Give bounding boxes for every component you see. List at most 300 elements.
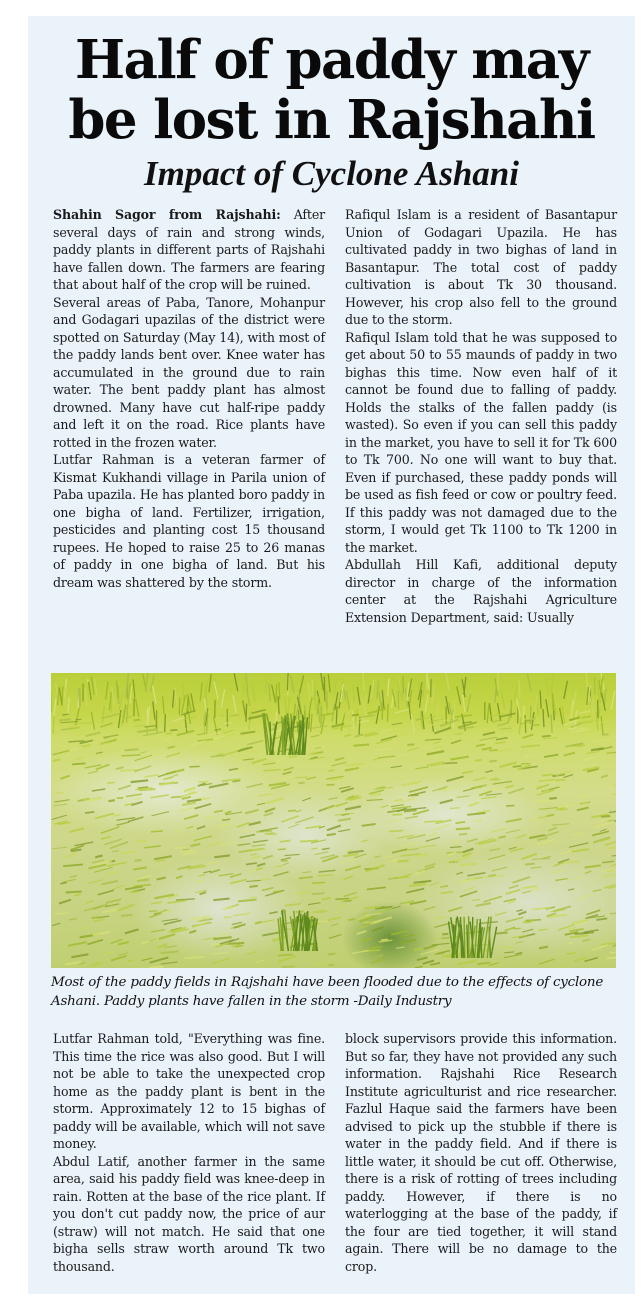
grass-blade	[408, 748, 419, 751]
grass-blade	[461, 864, 478, 865]
grass-blade	[593, 699, 594, 717]
grass-blade	[76, 758, 84, 759]
grass-blade	[546, 699, 549, 717]
grass-blade	[214, 855, 230, 857]
grass-blade	[339, 786, 350, 788]
grass-blade	[424, 907, 436, 910]
grass-blade	[285, 696, 287, 714]
grass-blade	[607, 751, 616, 753]
grass-blade	[53, 751, 69, 755]
grass-blade	[368, 784, 382, 787]
grass-blade	[134, 766, 151, 772]
grass-blade	[143, 732, 163, 736]
grass-blade	[523, 886, 538, 888]
grass-blade	[300, 675, 304, 693]
grass-blade	[531, 725, 539, 726]
grass-blade	[161, 951, 179, 953]
grass-blade	[62, 714, 69, 715]
grass-blade	[196, 880, 204, 883]
grass-blade	[282, 966, 295, 967]
grass-blade	[95, 855, 102, 857]
grass-blade	[221, 689, 224, 707]
grass-blade	[601, 716, 603, 734]
grass-blade	[94, 678, 97, 696]
grass-blade	[168, 746, 175, 748]
grass-blade	[542, 736, 551, 737]
grass-blade	[391, 805, 404, 807]
grass-blade	[502, 946, 514, 948]
grass-blade	[392, 849, 407, 853]
grass-blade	[322, 848, 330, 849]
grass-blade	[375, 955, 383, 958]
grass-blade	[405, 816, 418, 818]
grass-blade	[357, 687, 360, 705]
grass-blade	[558, 805, 574, 808]
grass-blade	[116, 822, 129, 825]
grass-blade	[278, 696, 279, 714]
grass-blade	[128, 960, 134, 961]
grass-blade	[360, 720, 370, 723]
grass-blade	[353, 766, 367, 768]
grass-blade	[612, 791, 616, 795]
grass-blade	[92, 917, 100, 918]
grass-blade	[279, 682, 280, 700]
grass-blade	[242, 724, 250, 725]
grass-blade	[606, 957, 616, 958]
grass-blade	[332, 762, 346, 766]
grass-blade	[371, 680, 374, 698]
paddy-field-photo	[51, 673, 616, 968]
grass-blade	[243, 830, 253, 832]
grass-blade	[243, 700, 246, 718]
grass-blade	[516, 942, 524, 944]
grass-blade	[433, 825, 450, 831]
grass-blade	[66, 891, 82, 892]
grass-blade	[279, 776, 293, 779]
grass-blade	[265, 922, 273, 924]
grass-blade	[80, 935, 93, 937]
grass-blade	[457, 686, 461, 704]
grass-blade	[456, 828, 470, 829]
grass-blade	[179, 697, 180, 715]
grass-blade	[219, 715, 227, 716]
grass-blade	[483, 732, 495, 735]
grass-blade	[118, 953, 128, 956]
grass-blade	[278, 954, 293, 955]
grass-blade	[264, 813, 273, 816]
grass-blade	[477, 963, 490, 965]
grass-blade	[222, 781, 228, 782]
grass-blade	[182, 852, 197, 855]
grass-blade	[137, 729, 156, 732]
grass-blade	[338, 829, 350, 831]
grass-blade	[112, 851, 119, 852]
grass-blade	[593, 890, 602, 892]
grass-blade	[111, 956, 127, 961]
grass-blade	[144, 846, 161, 848]
grass-blade	[194, 836, 212, 840]
grass-blade	[570, 935, 589, 937]
grass-blade	[163, 912, 172, 913]
grass-blade	[61, 776, 70, 779]
grass-blade	[315, 852, 329, 855]
grass-blade	[199, 781, 209, 782]
grass-blade	[495, 685, 496, 703]
grass-blade	[508, 730, 514, 731]
grass-blade	[591, 748, 604, 750]
grass-blade	[597, 918, 608, 920]
grass-blade	[579, 711, 590, 714]
grass-blade	[395, 709, 409, 713]
grass-blade	[331, 924, 338, 926]
grass-blade	[258, 794, 273, 796]
grass-blade	[328, 798, 337, 800]
grass-blade	[352, 710, 354, 728]
grass-blade	[385, 856, 393, 858]
grass-blade	[302, 798, 311, 801]
grass-blade	[246, 784, 263, 788]
grass-blade	[430, 963, 440, 965]
grass-blade	[335, 898, 349, 899]
grass-blade	[486, 794, 502, 796]
grass-blade	[135, 798, 141, 800]
grass-blade	[102, 713, 121, 718]
grass-blade	[321, 709, 322, 727]
grass-blade	[96, 752, 103, 753]
grass-blade	[241, 732, 256, 734]
grass-blade	[476, 744, 485, 746]
grass-blade	[345, 806, 361, 809]
grass-blade	[376, 706, 379, 724]
grass-blade	[234, 673, 238, 691]
grass-blade	[145, 673, 148, 690]
grass-blade	[448, 907, 462, 911]
grass-blade	[225, 811, 231, 813]
grass-blade	[295, 810, 301, 812]
grass-blade	[345, 768, 359, 771]
grass-blade	[447, 777, 464, 782]
grass-blade	[537, 816, 549, 818]
grass-blade	[161, 962, 178, 964]
grass-blade	[345, 866, 361, 870]
grass-blade	[336, 706, 337, 724]
grass-blade	[67, 728, 78, 729]
grass-blade	[118, 905, 135, 911]
grass-blade	[327, 825, 341, 830]
grass-blade	[422, 716, 437, 719]
grass-blade	[522, 929, 533, 932]
grass-blade	[63, 879, 76, 882]
grass-blade	[233, 695, 236, 713]
grass-blade	[495, 912, 506, 916]
grass-blade	[611, 691, 615, 709]
paragraph: Lutfar Rahman told, "Everything was fine. This time the rice was also good. But I will not be able to take the unexpected crop home as the paddy plant is bent in the storm. Approximately 12 to 15 bighas of paddy will be available, which will not save money.	[53, 1031, 325, 1151]
grass-blade	[253, 840, 268, 842]
grass-blade	[514, 928, 521, 929]
grass-blade	[487, 705, 489, 723]
grass-blade	[107, 862, 126, 866]
grass-blade	[517, 699, 521, 717]
grass-blade	[170, 730, 177, 731]
grass-blade	[379, 940, 393, 942]
grass-blade	[224, 722, 232, 723]
grass-blade	[612, 855, 616, 856]
grass-blade	[506, 890, 521, 894]
grass-blade	[154, 856, 172, 859]
grass-blade	[191, 917, 210, 920]
grass-blade	[388, 678, 389, 696]
grass-blade	[558, 925, 574, 930]
grass-blade	[167, 900, 186, 903]
headline	[28, 30, 635, 150]
grass-blade	[519, 680, 520, 698]
grass-blade	[353, 685, 354, 703]
photo-texture	[51, 673, 616, 968]
grass-blade	[491, 829, 505, 832]
grass-blade	[151, 795, 169, 798]
grass-blade	[360, 715, 375, 717]
grass-blade	[281, 816, 298, 822]
paragraph: Rafiqul Islam told that he was supposed to get about 50 to 55 maunds of paddy in two bighas this time. Now even half of it cannot be found due to falling of paddy. Holds the stalks of the fallen paddy (is wasted). So even if you can sell this paddy in the market, you have to sell it for Tk 600 to Tk 700. No one will want to buy that. Even if purchased, these paddy ponds will be used as fish feed or cow or poultry feed. If this paddy was not damaged due to the storm, I would get Tk 1100 to Tk 1200 in the market.	[345, 329, 617, 555]
grass-blade	[493, 781, 512, 784]
grass-blade	[328, 917, 341, 920]
grass-blade	[566, 953, 575, 954]
grass-blade	[489, 703, 491, 721]
grass-clump-blade	[467, 925, 468, 958]
grass-blade	[391, 931, 409, 935]
grass-blade	[469, 802, 479, 806]
paragraph: Abdullah Hill Kafi, additional deputy director in charge of the information center at the Rajshahi Agriculture Extension Department, said: Usually	[345, 557, 617, 625]
grass-blade	[335, 758, 344, 761]
grass-blade	[74, 723, 93, 724]
grass-blade	[361, 938, 370, 941]
grass-blade	[401, 854, 421, 856]
grass-blade	[496, 933, 508, 934]
grass-blade	[427, 751, 444, 754]
grass-blade	[308, 903, 320, 905]
grass-blade	[262, 888, 274, 891]
grass-blade	[101, 837, 111, 840]
grass-blade	[548, 828, 556, 831]
grass-blade	[252, 845, 266, 846]
grass-blade	[173, 690, 174, 708]
grass-blade	[483, 896, 502, 902]
grass-blade	[610, 952, 616, 953]
grass-blade	[441, 892, 453, 894]
grass-blade	[100, 723, 112, 727]
grass-blade	[151, 831, 163, 832]
grass-blade	[401, 843, 417, 846]
grass-blade	[255, 960, 264, 962]
grass-blade	[392, 806, 411, 808]
grass-blade	[266, 798, 283, 803]
grass-blade	[210, 870, 220, 873]
grass-blade	[467, 694, 471, 712]
grass-blade	[585, 865, 601, 867]
grass-blade	[419, 845, 436, 847]
grass-blade	[207, 733, 220, 736]
grass-blade	[121, 755, 140, 756]
grass-blade	[508, 901, 515, 903]
grass-blade	[525, 715, 526, 733]
grass-blade	[429, 882, 439, 885]
grass-blade	[131, 780, 148, 782]
grass-blade	[156, 860, 166, 861]
grass-blade	[371, 959, 384, 963]
grass-blade	[521, 745, 540, 747]
grass-blade	[551, 715, 552, 733]
grass-blade	[249, 886, 257, 887]
grass-blade	[69, 919, 77, 920]
grass-blade	[177, 729, 186, 730]
grass-blade	[373, 758, 380, 760]
grass-blade	[311, 848, 317, 849]
grass-blade	[582, 939, 590, 941]
grass-blade	[112, 885, 124, 889]
grass-blade	[352, 951, 369, 954]
grass-blade	[219, 874, 233, 876]
grass-blade	[278, 849, 286, 850]
grass-blade	[219, 824, 232, 825]
grass-blade	[66, 962, 81, 964]
grass-blade	[87, 880, 103, 883]
grass-blade	[456, 872, 463, 874]
grass-blade	[573, 690, 576, 708]
grass-blade	[450, 757, 468, 760]
grass-blade	[282, 772, 291, 774]
grass-blade	[450, 808, 460, 809]
grass-blade	[302, 872, 311, 873]
paragraph: Several areas of Paba, Tanore, Mohanpur and Godagari upazilas of the district were spotted on Saturday (May 14), with most of the paddy lands bent over. Knee water has accumulated in the ground due to rain water. The bent paddy plant has almost drowned. Many have cut half-ripe paddy and left it on the road. Rice plants have rotted in the frozen water.	[53, 294, 325, 450]
subheadline: Impact of Cyclone Ashani	[144, 154, 519, 193]
grass-blade	[586, 752, 598, 754]
grass-blade	[400, 775, 406, 776]
grass-blade	[572, 833, 581, 836]
grass-blade	[116, 767, 123, 769]
grass-blade	[212, 958, 230, 964]
grass-blade	[314, 961, 333, 964]
grass-blade	[467, 873, 485, 876]
grass-blade	[58, 687, 60, 705]
grass-clump-blade	[270, 722, 271, 755]
grass-blade	[322, 898, 331, 900]
grass-blade	[249, 897, 257, 898]
grass-blade	[531, 867, 542, 868]
grass-blade	[92, 677, 95, 695]
grass-blade	[577, 895, 592, 899]
grass-blade	[184, 957, 203, 958]
grass-blade	[144, 726, 157, 727]
grass-blade	[117, 798, 123, 799]
grass-blade	[505, 786, 513, 788]
grass-blade	[70, 747, 82, 750]
grass-blade	[457, 796, 470, 797]
grass-blade	[245, 810, 259, 813]
grass-blade	[230, 879, 246, 883]
grass-blade	[69, 741, 85, 742]
grass-blade	[139, 789, 155, 790]
grass-blade	[281, 858, 291, 860]
grass-blade	[230, 715, 240, 717]
grass-blade	[68, 697, 70, 715]
grass-blade	[522, 854, 537, 859]
grass-blade	[237, 823, 250, 827]
grass-blade	[373, 749, 391, 751]
grass-blade	[183, 683, 184, 701]
grass-blade	[575, 877, 584, 879]
grass-blade	[197, 739, 213, 741]
grass-blade	[331, 781, 340, 782]
grass-blade	[291, 675, 294, 693]
grass-blade	[180, 850, 193, 851]
grass-blade	[252, 856, 261, 858]
grass-blade	[141, 941, 148, 943]
grass-blade	[63, 864, 83, 866]
grass-blade	[134, 719, 140, 720]
headline-line-1: Half of paddy may	[75, 29, 588, 91]
grass-blade	[500, 728, 512, 729]
grass-blade	[346, 714, 349, 732]
grass-blade	[151, 930, 165, 932]
grass-blade	[609, 811, 616, 813]
grass-blade	[69, 828, 83, 832]
grass-blade	[164, 946, 176, 948]
grass-blade	[272, 685, 276, 703]
grass-blade	[367, 887, 386, 889]
grass-blade	[52, 815, 67, 820]
grass-blade	[474, 777, 487, 780]
grass-blade	[551, 871, 564, 873]
grass-blade	[432, 685, 434, 703]
grass-blade	[120, 770, 137, 771]
grass-blade	[328, 964, 334, 965]
grass-blade	[586, 910, 600, 915]
grass-blade	[263, 770, 280, 771]
grass-blade	[489, 788, 499, 789]
grass-blade	[340, 859, 356, 863]
grass-blade	[539, 808, 558, 810]
grass-blade	[378, 756, 395, 758]
grass-blade	[214, 681, 218, 699]
grass-blade	[87, 940, 103, 945]
grass-blade	[509, 847, 517, 849]
grass-blade	[363, 673, 364, 691]
grass-blade	[344, 893, 357, 897]
grass-blade	[163, 696, 164, 714]
grass-blade	[499, 836, 506, 838]
grass-blade	[485, 771, 492, 773]
grass-blade	[475, 760, 482, 761]
grass-blade	[504, 952, 514, 953]
grass-blade	[553, 693, 554, 711]
grass-blade	[193, 922, 208, 927]
grass-blade	[250, 854, 257, 855]
grass-blade	[111, 687, 114, 705]
grass-blade	[249, 712, 251, 730]
grass-blade	[163, 739, 171, 741]
grass-blade	[538, 929, 547, 930]
grass-blade	[417, 673, 421, 690]
grass-blade	[86, 901, 94, 904]
grass-blade	[198, 715, 202, 733]
grass-blade	[411, 714, 414, 732]
grass-blade	[564, 775, 573, 778]
grass-blade	[285, 854, 300, 855]
grass-blade	[579, 796, 589, 797]
grass-blade	[289, 757, 297, 758]
grass-blade	[529, 818, 541, 821]
grass-blade	[388, 878, 397, 879]
